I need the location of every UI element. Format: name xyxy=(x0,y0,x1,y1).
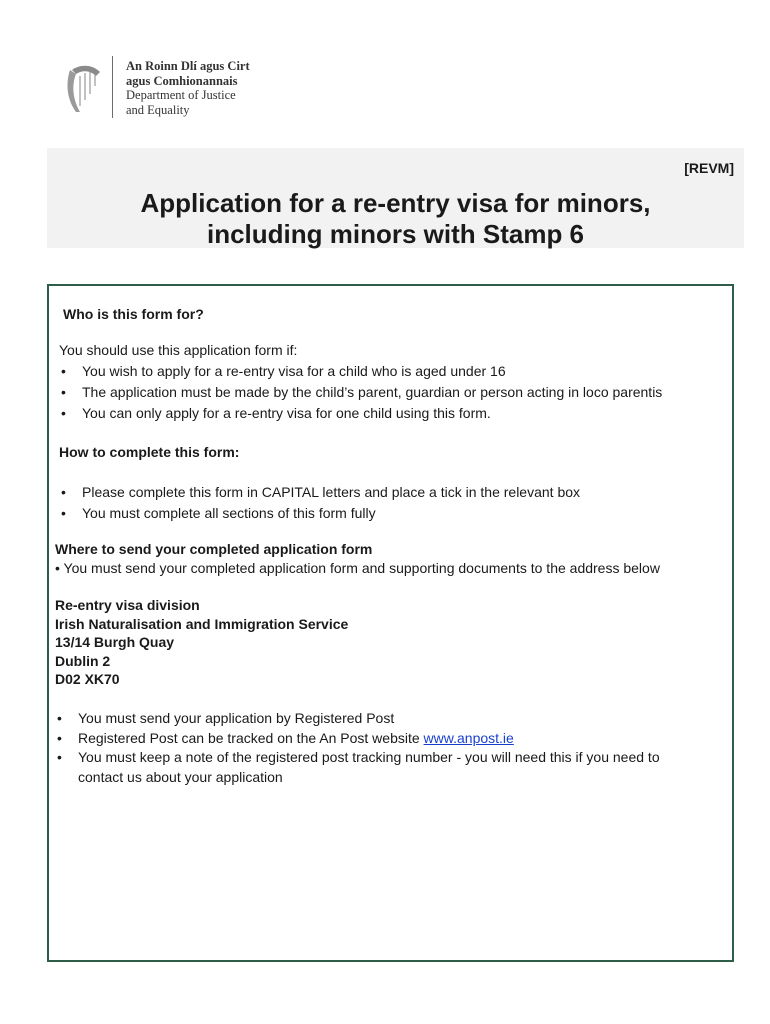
logo-divider xyxy=(112,56,113,118)
list-item: • You wish to apply for a re-entry visa for a child who is aged under 16 xyxy=(57,361,662,382)
form-header xyxy=(47,148,744,248)
list-item: • You must send your application by Registered Post xyxy=(53,709,729,729)
tracking-note: You must keep a note of the registered post tracking number - you will need this if you need to xyxy=(78,749,660,765)
address-line: Dublin 2 xyxy=(55,652,111,669)
anpost-link[interactable]: www.anpost.ie xyxy=(423,729,514,746)
address-line: Re-entry visa division xyxy=(55,597,200,613)
who-intro: You should use this application form if: xyxy=(59,342,298,358)
tracking-text: Registered Post can be tracked on the An Post website xyxy=(78,729,420,746)
tracking-note-cont: contact us about your application xyxy=(78,768,283,785)
department-name-line: An Roinn Dlí agus Cirt xyxy=(126,59,250,73)
harp-icon xyxy=(62,62,104,116)
department-logo xyxy=(62,56,322,122)
list-item: • The application must be made by the child’s parent, guardian or person acting in loco parentis xyxy=(57,382,662,403)
page-title xyxy=(47,188,744,250)
how-heading: How to complete this form: xyxy=(59,444,240,460)
department-name-line: and Equality xyxy=(126,102,190,117)
postal-address xyxy=(55,596,348,689)
how-bullets xyxy=(57,482,580,524)
who-heading: Who is this form for? xyxy=(63,306,204,322)
department-name-line: agus Comhionannais xyxy=(126,73,238,88)
post-bullets xyxy=(53,709,729,787)
instructions-panel xyxy=(47,284,734,962)
list-item xyxy=(53,729,729,749)
list-item: • You can only apply for a re-entry visa for one child using this form. xyxy=(57,403,662,424)
list-item: • You must complete all sections of this form fully xyxy=(57,503,580,524)
department-name-line: Department of Justice xyxy=(126,88,236,102)
where-heading: Where to send your completed application form xyxy=(55,541,373,557)
address-line: 13/14 Burgh Quay xyxy=(55,634,175,650)
department-name xyxy=(126,59,250,117)
address-line: Irish Naturalisation and Immigration Service xyxy=(55,615,349,632)
list-item: • Please complete this form in CAPITAL letters and place a tick in the relevant box xyxy=(57,482,580,503)
title-line-1: Application for a re-entry visa for minors, xyxy=(140,188,651,218)
address-line: D02 XK70 xyxy=(55,671,120,687)
who-bullets xyxy=(57,361,662,424)
title-line-2: including minors with Stamp 6 xyxy=(206,219,585,249)
list-item xyxy=(53,748,729,787)
form-code: [REVM] xyxy=(684,160,734,176)
where-instruction: • You must send your completed application form and supporting documents to the address below xyxy=(55,560,660,576)
